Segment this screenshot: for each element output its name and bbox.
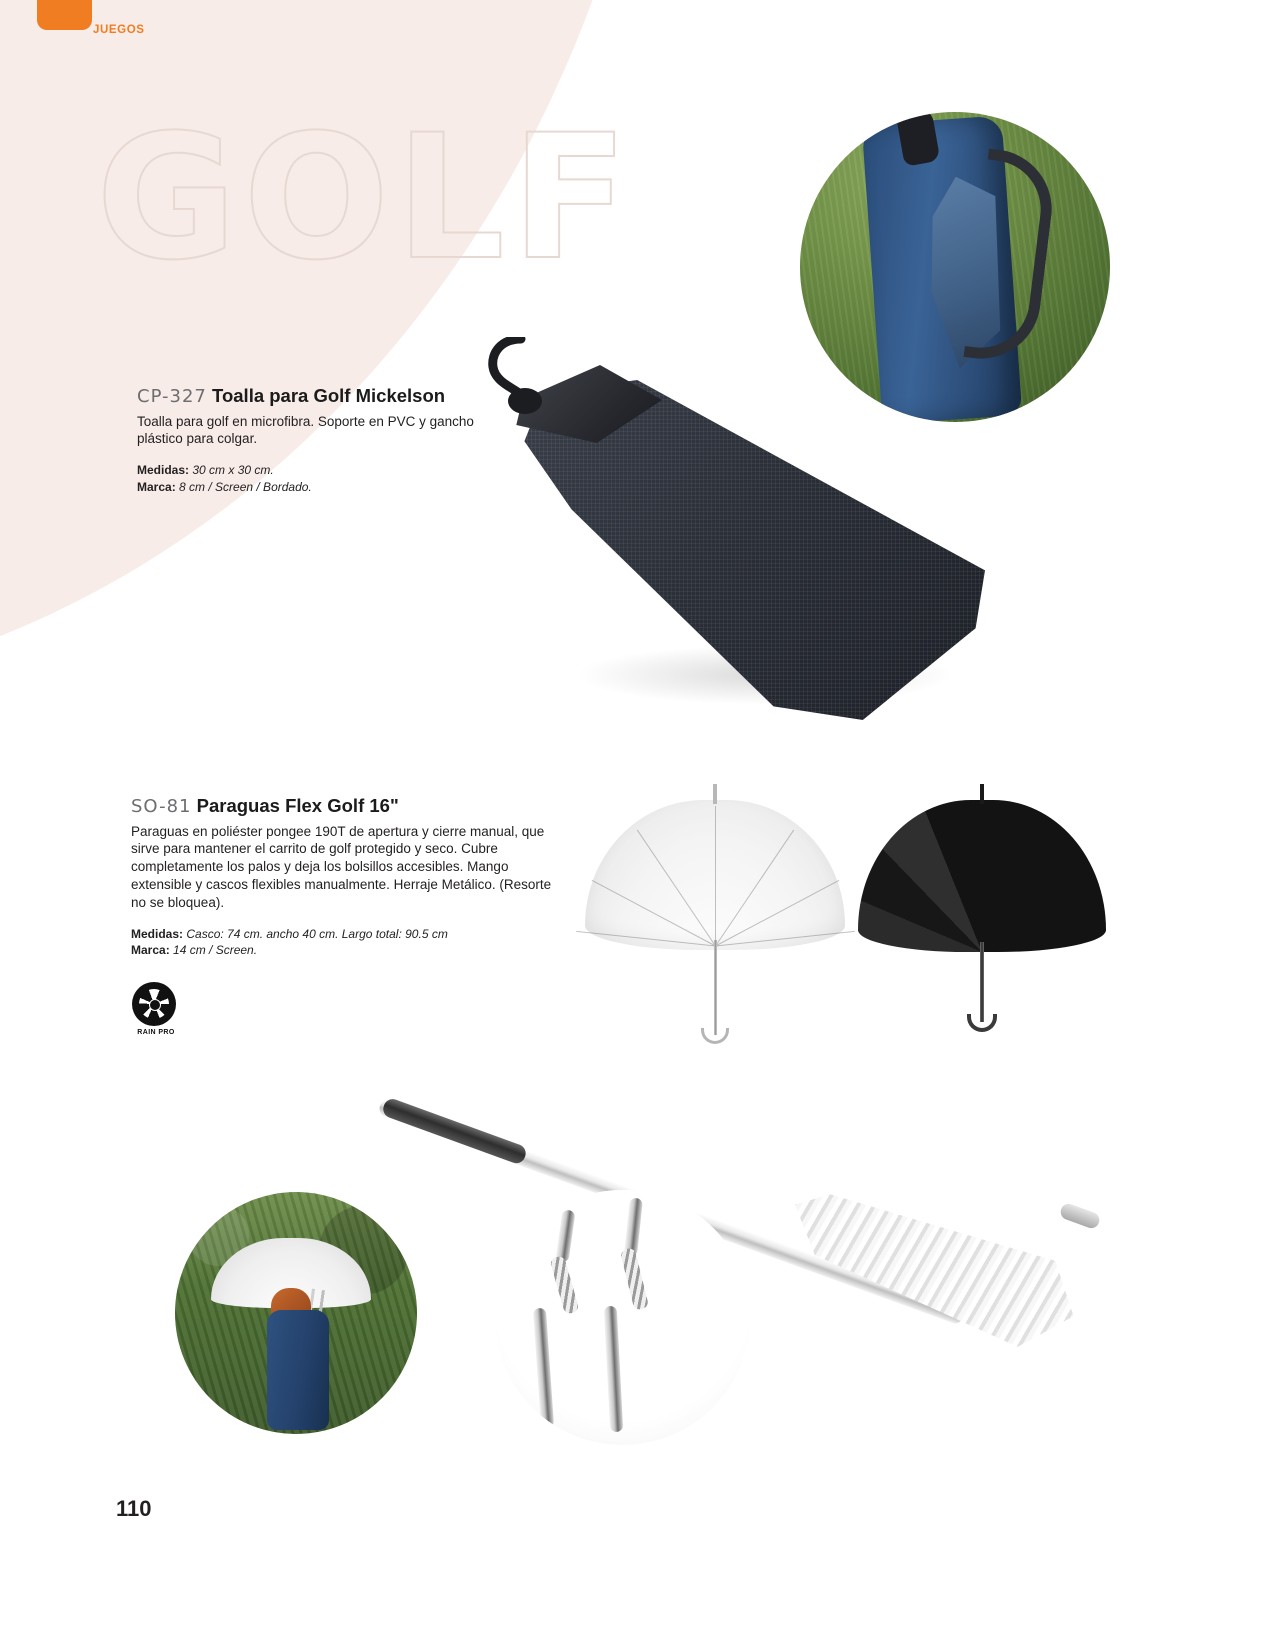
section-label: JUEGOS [93, 24, 145, 36]
spec-medidas-label-towel: Medidas: [137, 463, 190, 478]
lifestyle-golf-bag [267, 1310, 329, 1430]
rain-pro-label: RAIN PRO [137, 1029, 175, 1036]
golf-watermark: GOLF [96, 97, 635, 298]
umbrella-tip-white [713, 784, 717, 804]
product-specs-towel [137, 462, 477, 495]
spec-marca-towel [137, 479, 477, 496]
spec-marca-value-towel: 8 cm / Screen / Bordado. [179, 479, 312, 494]
rain-pro-badge [128, 982, 184, 1044]
spec-marca-umbrella [131, 942, 561, 959]
spec-marca-label-towel: Marca: [137, 479, 176, 494]
product-code-umbrella: SO-81 [131, 796, 192, 817]
spec-medidas-value-towel: 30 cm x 30 cm. [192, 463, 274, 478]
spec-medidas-label-umbrella: Medidas: [131, 926, 184, 941]
spec-medidas-umbrella [131, 926, 561, 943]
umbrella-rib [592, 880, 716, 947]
umbrella-rib [715, 880, 839, 947]
product-specs-umbrella [131, 926, 561, 959]
product-name-umbrella: Paraguas Flex Golf 16" [196, 795, 399, 816]
product-photo-towel [455, 345, 1035, 735]
section-tab-marker [37, 0, 92, 30]
product-description-umbrella: Paraguas en poliéster pongee 190T de apertura y cierre manual, que sirve para mantener el carrito de golf protegido y seco. Cubre completamente los palos y deja los bolsillos accesibles. Mango extensible y cascos flexibles manualmente. Herraje Metálico. (Resorte no se bloquea). [131, 823, 552, 910]
umbrella-closed-tip [1058, 1202, 1101, 1231]
product-code-towel: CP-327 [137, 386, 207, 407]
umbrella-rib [715, 830, 794, 947]
product-block-umbrella [131, 795, 561, 959]
product-name-towel: Toalla para Golf Mickelson [212, 385, 446, 406]
photo-flex-rib-detail [495, 1190, 750, 1445]
spec-medidas-value-umbrella: Casco: 74 cm. ancho 40 cm. Largo total: 90.5 cm [186, 926, 448, 941]
spec-marca-label-umbrella: Marca: [131, 943, 170, 958]
umbrella-rib [637, 830, 716, 947]
umbrella-rib [576, 931, 715, 947]
spec-marca-value-umbrella: 14 cm / Screen. [173, 943, 258, 958]
towel-hook-icon [481, 337, 555, 427]
product-block-towel [137, 385, 477, 495]
rain-pro-icon [132, 982, 176, 1026]
umbrella-canopy-black [858, 800, 1106, 952]
page-number: 110 [116, 1496, 152, 1521]
umbrella-canopy-white [585, 800, 845, 950]
umbrella-rib [715, 806, 716, 946]
product-description-towel: Toalla para golf en microfibra. Soporte en PVC y gancho plástico para colgar. [137, 413, 474, 447]
photo-umbrella-lifestyle [175, 1192, 417, 1434]
umbrella-closed-grip [381, 1097, 528, 1166]
product-title-towel [137, 385, 477, 408]
umbrella-tip-black [980, 784, 984, 804]
product-title-umbrella [131, 795, 561, 818]
spec-medidas-towel [137, 462, 477, 479]
